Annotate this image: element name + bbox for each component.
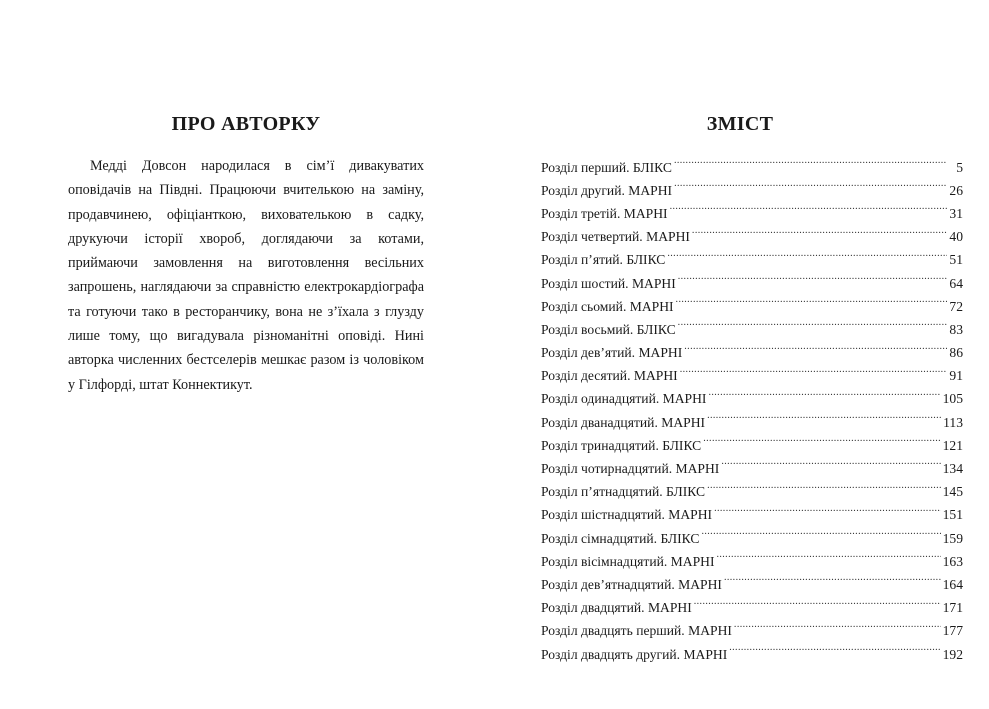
toc-entry-title: Розділ чотирнадцятий. МАРНІ xyxy=(541,461,720,477)
toc-leader-dots xyxy=(674,181,947,195)
toc-leader-dots xyxy=(716,552,940,566)
table-of-contents xyxy=(541,158,963,668)
toc-leader-dots xyxy=(667,251,947,265)
toc-entry xyxy=(541,645,963,668)
toc-entry-title: Розділ одинадцятий. МАРНІ xyxy=(541,391,707,407)
toc-leader-dots xyxy=(707,483,941,497)
toc-entry xyxy=(541,158,963,181)
toc-entry xyxy=(541,622,963,645)
toc-entry-page-number: 86 xyxy=(949,345,963,361)
toc-entry-page-number: 177 xyxy=(942,623,963,639)
toc-leader-dots xyxy=(692,228,947,242)
toc-entry-page-number: 26 xyxy=(949,182,963,198)
toc-entry-title: Розділ двадцятий. МАРНІ xyxy=(541,600,692,616)
toc-entry-title: Розділ п’ятий. БЛІКС xyxy=(541,252,666,268)
toc-entry xyxy=(541,297,963,320)
toc-leader-dots xyxy=(680,367,947,381)
toc-entry-page-number: 151 xyxy=(942,507,963,523)
toc-entry-page-number: 121 xyxy=(942,437,963,453)
toc-entry-title: Розділ двадцять перший. МАРНІ xyxy=(541,623,732,639)
toc-leader-dots xyxy=(694,599,941,613)
toc-entry-page-number: 163 xyxy=(942,553,963,569)
toc-entry-title: Розділ шостий. МАРНІ xyxy=(541,275,676,291)
toc-entry xyxy=(541,274,963,297)
toc-entry xyxy=(541,344,963,367)
toc-entry xyxy=(541,459,963,482)
toc-entry-title: Розділ шістнадцятий. МАРНІ xyxy=(541,507,713,523)
toc-entry-page-number: 64 xyxy=(949,275,963,291)
toc-entry-page-number: 192 xyxy=(942,646,963,662)
toc-entry-page-number: 171 xyxy=(942,600,963,616)
toc-entry-title: Розділ десятий. МАРНІ xyxy=(541,368,678,384)
toc-leader-dots xyxy=(734,622,941,636)
toc-entry-title: Розділ п’ятнадцятий. БЛІКС xyxy=(541,484,706,500)
toc-entry xyxy=(541,181,963,204)
toc-leader-dots xyxy=(729,645,940,659)
toc-leader-dots xyxy=(684,344,947,358)
toc-leader-dots xyxy=(708,390,940,404)
toc-entry-title: Розділ вісімнадцятий. МАРНІ xyxy=(541,553,715,569)
toc-leader-dots xyxy=(703,436,940,450)
toc-entry xyxy=(541,599,963,622)
toc-leader-dots xyxy=(678,320,947,334)
toc-entry xyxy=(541,483,963,506)
toc-entry xyxy=(541,552,963,575)
author-bio-paragraph: Медді Довсон народилася в сім’ї дивакуватих оповідачів на Півдні. Працюючи вчителькою на заміну, продавчинею, офіціанткою, вихователькою в садку, друкуючи історії хвороб, доглядаючи за котами, приймаючи замовлення на виготовлення весільних запрошень, наглядаючи за справністю електрокардіографа та готуючи тако в ресторанчику, вона не з’їхала з глузду лише тому, що вигадувала різноманітні оповіді. Нині авторка численних бестселерів мешкає разом із чоловіком у Гілфорді, штат Коннектикут. xyxy=(68,158,424,393)
toc-leader-dots xyxy=(707,413,941,427)
toc-leader-dots xyxy=(678,274,947,288)
toc-entry xyxy=(541,204,963,227)
toc-entry-title: Розділ тринадцятий. БЛІКС xyxy=(541,437,702,453)
toc-entry-page-number: 105 xyxy=(942,391,963,407)
toc-entry-title: Розділ дев’ятнадцятий. МАРНІ xyxy=(541,576,722,592)
toc-entry-page-number: 113 xyxy=(943,414,963,430)
toc-entry-page-number: 91 xyxy=(949,368,963,384)
toc-leader-dots xyxy=(676,297,947,311)
toc-entry-page-number: 83 xyxy=(949,321,963,337)
toc-entry-title: Розділ восьмий. БЛІКС xyxy=(541,321,676,337)
toc-entry-title: Розділ двадцять другий. МАРНІ xyxy=(541,646,728,662)
toc-entry-title: Розділ сьомий. МАРНІ xyxy=(541,298,674,314)
toc-entry-title: Розділ третій. МАРНІ xyxy=(541,205,668,221)
toc-entry xyxy=(541,320,963,343)
toc-leader-dots xyxy=(701,529,940,543)
toc-entry xyxy=(541,529,963,552)
contents-heading: ЗМІСТ xyxy=(706,113,774,135)
toc-entry-page-number: 31 xyxy=(949,205,963,221)
toc-leader-dots xyxy=(724,575,941,589)
toc-entry xyxy=(541,390,963,413)
toc-entry-page-number: 51 xyxy=(949,252,963,268)
toc-entry-page-number: 40 xyxy=(949,229,963,245)
toc-entry-title: Розділ дев’ятий. МАРНІ xyxy=(541,345,683,361)
toc-entry-title: Розділ четвертий. МАРНІ xyxy=(541,229,690,245)
toc-entry xyxy=(541,575,963,598)
toc-leader-dots xyxy=(670,204,947,218)
toc-leader-dots xyxy=(674,158,947,172)
toc-entry-page-number: 145 xyxy=(942,484,963,500)
toc-entry xyxy=(541,506,963,529)
toc-leader-dots xyxy=(714,506,941,520)
toc-entry-title: Розділ дванадцятий. МАРНІ xyxy=(541,414,706,430)
toc-entry-title: Розділ перший. БЛІКС xyxy=(541,159,672,175)
toc-entry xyxy=(541,367,963,390)
toc-entry xyxy=(541,228,963,251)
toc-entry xyxy=(541,436,963,459)
about-author-heading: ПРО АВТОРКУ xyxy=(171,113,321,135)
right-page xyxy=(494,0,989,709)
toc-entry-page-number: 159 xyxy=(942,530,963,546)
toc-entry-page-number: 5 xyxy=(956,159,963,175)
toc-leader-dots xyxy=(721,459,940,473)
toc-entry-title: Розділ сімнадцятий. БЛІКС xyxy=(541,530,700,546)
toc-entry-page-number: 164 xyxy=(942,576,963,592)
toc-entry xyxy=(541,413,963,436)
toc-entry-title: Розділ другий. МАРНІ xyxy=(541,182,673,198)
toc-entry-page-number: 134 xyxy=(942,461,963,477)
left-page xyxy=(0,0,494,709)
toc-entry xyxy=(541,251,963,274)
toc-entry-page-number: 72 xyxy=(949,298,963,314)
